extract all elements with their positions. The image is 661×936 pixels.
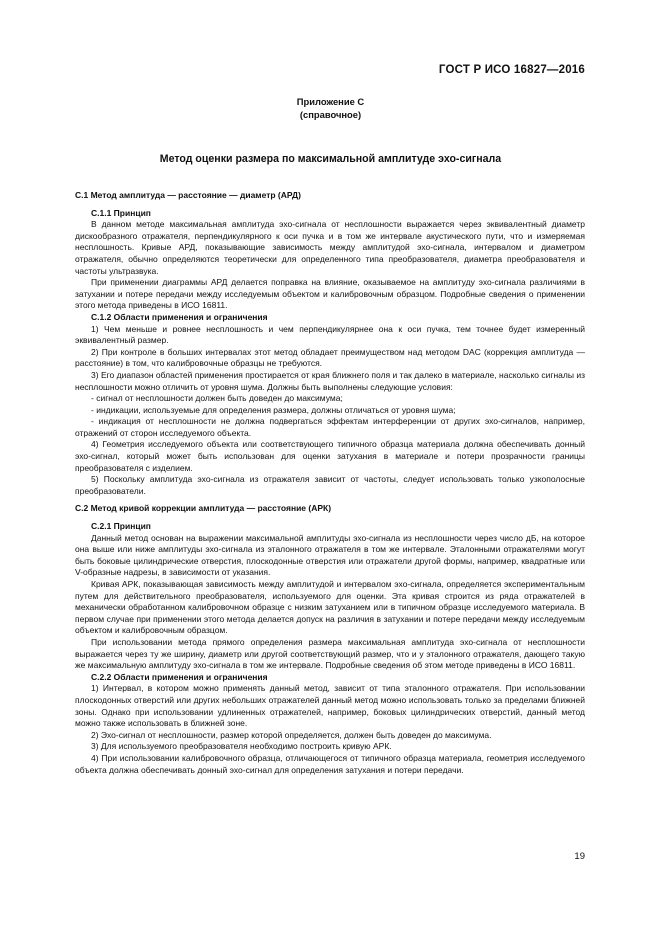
annex-title: Приложение С [296,96,365,107]
bullet-item: - индикации, используемые для определения размера, должны отличаться от уровня шума; [91,404,456,415]
standard-header: ГОСТ Р ИСО 16827—2016 [438,64,585,76]
list-item: 4) При использовании калибровочного образца, отличающегося от типичного образца материала, геометрия исследуемого объекта должна обеспечивать донный эхо-сигнал для определения затухания и потери передачи. [75,752,585,775]
subsection-heading-c2-2: С.2.2 Области применения и ограничения [91,671,268,682]
list-item: 5) Поскольку амплитуда эхо-сигнала из отражателя зависит от частоты, следует использовать только узкополосные преобразователи. [75,474,585,496]
paragraph: В данном методе максимальная амплитуда эхо-сигнала от несплошности выражается через эквивалентный диаметр дискообразного отражателя, перпендикулярного к оси пучка и в том же интервале акустического пути, что и измеряемая несплошность. Кривые АРД, показывающие зависимость между амплитудой эхо-сигнала, интервалом и диаметром отражателя, обычно определяются теоретически для определенного типа преобразователя, диаметра преобразователя и частоты ультразвука. [75,219,585,276]
annex-note: (справочное) [299,108,362,120]
list-item: 1) Интервал, в котором можно применять данный метод, зависит от типа эталонного отражателя. При использовании плоскодонных отверстий или других небольших отражателей данный метод можно использовать только за пределами ближней зоны. Однако при использовании удлиненных отражателей, например, боковых цилиндрических отверстий, данный метод можно также использовать в ближней зоне. [75,683,585,729]
bullet-item: - сигнал от несплошности должен быть доведен до максимума; [91,393,343,404]
list-item: 2) При контроле в больших интервалах этот метод обладает преимуществом над методом DAC (коррекция амплитуда — расстояние) в том, что калибровочные образцы не требуются. [75,346,585,369]
section-heading-c2: С.2 Метод кривой коррекции амплитуда — расстояние (АРК) [75,503,332,514]
subsection-heading-c2-1: С.2.1 Принцип [91,521,151,532]
subsection-heading-c1-1: С.1.1 Принцип [91,207,151,218]
paragraph: Данный метод основан на выражении максимальной амплитуды эхо-сигнала из несплошности через число дБ, на которое она выше или ниже амплитуды эхо-сигнала из эталонного отражателя в том же интервале. Эталонными отражателями могут быть боковые цилиндрические отверстия, плоскодонные отверстия или отражатели другой формы, например, квадратные или V-образные надрезы, в зависимости от указания. [75,532,585,578]
body-text [75,184,585,776]
paragraph: При применении диаграммы АРД делается поправка на влияние, оказываемое на амплитуду эхо-сигнала различиями в затухании и потере передачи между исследуемым объектом и калибровочным образцом. Подробные сведения о применении этого метода приведены в ИСО 16811. [75,277,585,311]
page-number: 19 [574,851,585,862]
list-item: 3) Для используемого преобразователя необходимо построить кривую АРК. [91,741,392,752]
document-title: Метод оценки размера по максимальной амплитуде эхо-сигнала [159,153,502,165]
list-item: 2) Эхо-сигнал от несплошности, размер которой определяется, должен быть доведен до максимума. [91,729,492,740]
section-heading-c1: С.1 Метод амплитуда — расстояние — диаметр (АРД) [75,190,301,200]
paragraph: Кривая АРК, показывающая зависимость между амплитудой и интервалом эхо-сигнала, определяется экспериментальным путем для действительного преобразователя, используемого для оценки. Эта кривая строится из ряда отражателей в механически обработанном калибровочном образце с низким затуханием или в типичном образце исследуемого материала. В первом случае при применении этого метода делается допуск на различия в затухании и потере передачи между исследуемым объектом и калибровочным образцом. [75,579,585,636]
subsection-heading-c1-2: С.1.2 Области применения и ограничения [91,311,268,322]
list-item: 3) Его диапазон областей применения простирается от края ближнего поля и так далеко в материале, насколько сигналы из несплошности можно отличить от уровня шума. Должны быть выполнены следующие условия: [75,369,585,392]
list-item: 4) Геометрия исследуемого объекта или соответствующего типичного образца материала должна обеспечивать донный эхо-сигнал, который может быть использован для оценки затухания в материале и потери прозрачности границы преобразователя с изделием. [75,439,585,473]
paragraph: При использовании метода прямого определения размера максимальная амплитуда эхо-сигнала от несплошности выражается через ту же ширину, диаметр или другой соответствующий размер, что и у эталонного отражателя, дающего такую же максимальную амплитуду эхо-сигнала в том же интервале. Подробные сведения об этом методе приведены в ИСО 16811. [75,636,585,671]
annex-heading [0,96,661,121]
list-item: 1) Чем меньше и ровнее несплошность и чем перпендикулярнее она к оси пучка, тем точнее будет измеренный эквивалентный размер. [75,323,585,346]
bullet-item: - индикация от несплошности не должна подвергаться эффектам интерференции от других эхо-сигналов, например, отражений от сторон исследуемого объекта. [75,416,585,438]
